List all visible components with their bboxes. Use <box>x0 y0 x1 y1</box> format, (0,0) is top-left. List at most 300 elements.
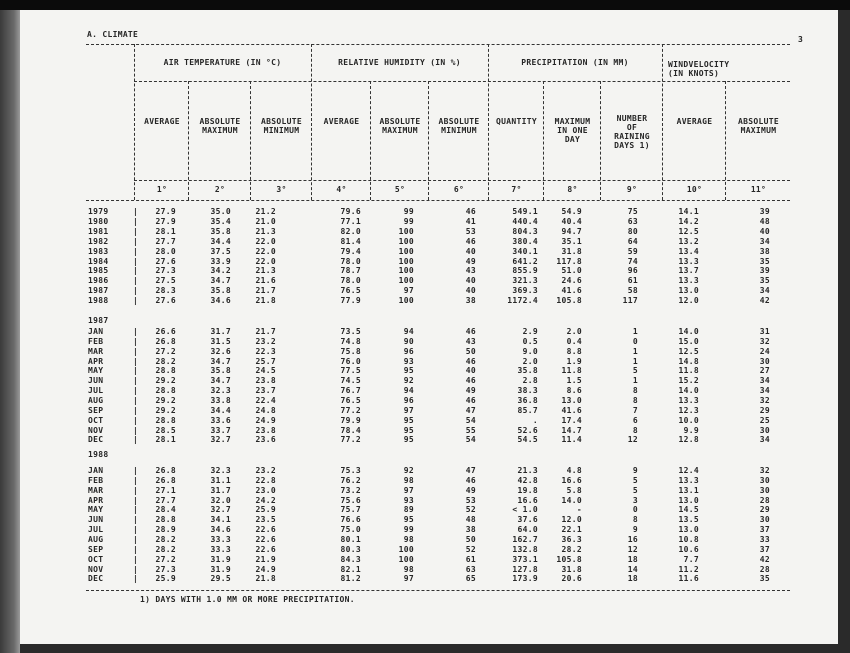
table-cell: 21.3 <box>255 226 276 236</box>
table-cell: 1172.4 <box>507 296 538 306</box>
table-cell: 26.8 <box>155 466 176 475</box>
table-cell: 27.5 <box>155 276 176 286</box>
table-cell: 28.4 <box>155 505 176 515</box>
table-cell: 51.0 <box>561 266 582 276</box>
table-cell: 77.2 <box>340 405 361 415</box>
column-header-label: MAXIMUM IN ONE DAY <box>554 117 591 144</box>
table-cell: 21.2 <box>255 207 276 216</box>
row-divider: | <box>133 216 139 226</box>
table-cell: 100 <box>398 236 414 246</box>
table-cell: 13.3 <box>678 276 699 286</box>
table-cell: 1 <box>632 327 638 336</box>
table-cell: 75.8 <box>340 346 361 356</box>
table-cell: 40 <box>465 286 476 296</box>
row-divider: | <box>133 327 139 336</box>
table-cell: 25.7 <box>255 356 276 366</box>
table-cell: 42 <box>759 554 770 564</box>
table-cell: 117.8 <box>556 256 582 266</box>
scan-left-border <box>0 10 20 653</box>
table-cell: 0.4 <box>566 336 582 346</box>
table-cell: 33.3 <box>210 534 231 544</box>
row-label: JUN <box>88 376 104 386</box>
table-cell: 32.0 <box>210 495 231 505</box>
table-cell: 23.5 <box>255 515 276 525</box>
table-cell: 34.7 <box>210 376 231 386</box>
table-cell: 26.8 <box>155 475 176 485</box>
table-cell: 16.6 <box>517 495 538 505</box>
table-cell: 82.1 <box>340 564 361 574</box>
table-cell: 41 <box>465 216 476 226</box>
table-cell: 34 <box>759 435 770 445</box>
table-cell: 9 <box>632 525 638 535</box>
row-divider: | <box>133 475 139 485</box>
table-cell: 12.3 <box>678 405 699 415</box>
table-cell: 46 <box>465 475 476 485</box>
row-divider: | <box>133 266 139 276</box>
table-cell: 93 <box>403 495 414 505</box>
table-cell: 37 <box>759 544 770 554</box>
table-cell: 95 <box>403 515 414 525</box>
table-cell: 24 <box>759 346 770 356</box>
table-cell: 27.2 <box>155 346 176 356</box>
table-cell: 31.5 <box>210 336 231 346</box>
row-label: 1988 <box>88 296 109 306</box>
table-cell: 99 <box>403 216 414 226</box>
column-divider <box>428 81 429 200</box>
table-cell: 13.2 <box>678 236 699 246</box>
table-cell: 0 <box>632 336 638 346</box>
table-cell: 65 <box>465 574 476 584</box>
table-cell: 96 <box>403 346 414 356</box>
table-cell: 18 <box>627 574 638 584</box>
table-cell: 95 <box>403 425 414 435</box>
table-cell: 23.8 <box>255 425 276 435</box>
year-label-1987: 1987 <box>88 316 109 325</box>
table-cell: 29.2 <box>155 395 176 405</box>
table-cell: 25 <box>759 415 770 425</box>
table-cell: 35.4 <box>210 216 231 226</box>
table-cell: 22.0 <box>255 256 276 266</box>
table-cell: 117 <box>622 296 638 306</box>
column-divider <box>725 81 726 200</box>
table-cell: 34.2 <box>210 266 231 276</box>
table-cell: 73.2 <box>340 485 361 495</box>
table-cell: 28.2 <box>155 534 176 544</box>
table-cell: 33 <box>759 534 770 544</box>
table-cell: 32.3 <box>210 386 231 396</box>
table-cell: 127.8 <box>512 564 538 574</box>
row-label: 1987 <box>88 286 109 296</box>
table-cell: 28.9 <box>155 525 176 535</box>
table-cell: 22.6 <box>255 544 276 554</box>
table-cell: 11.2 <box>678 564 699 574</box>
row-label: MAY <box>88 505 104 515</box>
table-cell: 75.0 <box>340 525 361 535</box>
table-cell: 31.9 <box>210 554 231 564</box>
column-divider <box>250 81 251 200</box>
table-cell: 49 <box>465 485 476 495</box>
row-label: AUG <box>88 395 104 405</box>
table-cell: 84.3 <box>340 554 361 564</box>
table-cell: 21.6 <box>255 276 276 286</box>
table-cell: 100 <box>398 554 414 564</box>
row-label: 1980 <box>88 216 109 226</box>
table-cell: 1 <box>632 346 638 356</box>
table-cell: 54.9 <box>561 207 582 216</box>
table-cell: 14.5 <box>678 505 699 515</box>
table-cell: 34.4 <box>210 405 231 415</box>
table-cell: 31.7 <box>210 485 231 495</box>
table-cell: 52 <box>465 505 476 515</box>
table-cell: 5 <box>632 366 638 376</box>
dashed-rule <box>86 200 790 201</box>
column-number: 4° <box>336 185 347 194</box>
table-cell: 9 <box>632 466 638 475</box>
table-cell: 76.6 <box>340 515 361 525</box>
section-title: A. CLIMATE <box>87 30 139 39</box>
table-cell: 76.0 <box>340 356 361 366</box>
row-divider: | <box>133 554 139 564</box>
row-label: 1982 <box>88 236 109 246</box>
table-cell: 31 <box>759 327 770 336</box>
table-cell: 48 <box>465 515 476 525</box>
table-cell: 855.9 <box>512 266 538 276</box>
table-cell: 89 <box>403 505 414 515</box>
table-cell: 24.6 <box>561 276 582 286</box>
table-cell: 440.4 <box>512 216 538 226</box>
row-divider: | <box>133 296 139 306</box>
table-cell: 43 <box>465 336 476 346</box>
table-cell: 26.8 <box>155 336 176 346</box>
table-cell: 97 <box>403 574 414 584</box>
table-cell: 80.1 <box>340 534 361 544</box>
table-cell: 22.6 <box>255 525 276 535</box>
table-cell: 99 <box>403 525 414 535</box>
table-cell: 47 <box>465 466 476 475</box>
table-cell: 12.5 <box>678 346 699 356</box>
table-cell: 28.8 <box>155 386 176 396</box>
table-cell: 33.8 <box>210 395 231 405</box>
table-cell: 100 <box>398 276 414 286</box>
table-cell: 94 <box>403 327 414 336</box>
row-divider: | <box>133 515 139 525</box>
scan-top-border <box>0 0 850 10</box>
table-cell: 27.7 <box>155 236 176 246</box>
table-cell: 35.0 <box>210 207 231 216</box>
row-divider: | <box>133 564 139 574</box>
row-label: 1983 <box>88 246 109 256</box>
column-number: 5° <box>394 185 406 194</box>
group-air-temperature: AIR TEMPERATURE (IN °C) <box>163 58 282 67</box>
table-cell: 28.3 <box>155 286 176 296</box>
table-cell: 8.8 <box>566 346 582 356</box>
row-label: JAN <box>88 327 104 336</box>
row-divider: | <box>133 356 139 366</box>
table-cell: 46 <box>465 376 476 386</box>
table-cell: 77.5 <box>340 366 361 376</box>
table-cell: 32 <box>759 395 770 405</box>
table-cell: 10.0 <box>678 415 699 425</box>
table-cell: 13.0 <box>678 495 699 505</box>
table-cell: 29.2 <box>155 376 176 386</box>
table-cell: 33.7 <box>210 425 231 435</box>
row-label: FEB <box>88 475 104 485</box>
row-label: MAY <box>88 366 104 376</box>
table-cell: 1 <box>632 356 638 366</box>
table-cell: 12 <box>627 435 638 445</box>
row-divider: | <box>133 207 139 216</box>
table-cell: 32.6 <box>210 346 231 356</box>
table-cell: 38 <box>465 296 476 306</box>
table-cell: 21.9 <box>255 554 276 564</box>
column-header-label: QUANTITY <box>496 117 537 126</box>
table-cell: 13.0 <box>678 525 699 535</box>
table-cell: 8 <box>632 515 638 525</box>
row-divider: | <box>133 286 139 296</box>
table-cell: 13.0 <box>678 286 699 296</box>
table-cell: 2.9 <box>522 327 538 336</box>
table-cell: 49 <box>465 386 476 396</box>
table-cell: 92 <box>403 376 414 386</box>
dashed-rule <box>86 44 790 45</box>
table-cell: 28.1 <box>155 226 176 236</box>
column-number: 1° <box>156 185 168 194</box>
row-label: OCT <box>88 415 104 425</box>
table-cell: 75.3 <box>340 466 361 475</box>
table-cell: 27.3 <box>155 266 176 276</box>
table-cell: 78.0 <box>340 276 361 286</box>
column-divider <box>488 44 489 200</box>
row-divider: | <box>133 366 139 376</box>
table-cell: 27.2 <box>155 554 176 564</box>
table-cell: 21.8 <box>255 574 276 584</box>
column-divider <box>600 81 601 200</box>
table-cell: 37.6 <box>517 515 538 525</box>
table-cell: 14.8 <box>678 356 699 366</box>
column-header-label: ABSOLUTE MINIMUM <box>261 117 302 135</box>
row-divider: | <box>133 485 139 495</box>
table-cell: 64 <box>627 236 638 246</box>
table-cell: 75 <box>627 207 638 216</box>
table-cell: 1.9 <box>566 356 582 366</box>
table-cell: 34 <box>759 376 770 386</box>
column-divider <box>662 44 663 200</box>
table-cell: 41.6 <box>561 405 582 415</box>
table-cell: 54.5 <box>517 435 538 445</box>
table-cell: 162.7 <box>512 534 538 544</box>
row-label: NOV <box>88 425 104 435</box>
table-cell: 47 <box>465 405 476 415</box>
table-cell: 24.9 <box>255 564 276 574</box>
column-header-label: NUMBER OF RAINING DAYS 1) <box>614 114 650 150</box>
table-cell: 25.9 <box>155 574 176 584</box>
table-cell: 13.0 <box>561 395 582 405</box>
table-cell: 2.0 <box>522 356 538 366</box>
table-cell: 16.6 <box>561 475 582 485</box>
year-label-1988: 1988 <box>88 450 109 459</box>
table-cell: 42 <box>759 296 770 306</box>
column-divider <box>188 81 189 200</box>
table-cell: 13.3 <box>678 395 699 405</box>
table-cell: 28.2 <box>155 356 176 366</box>
table-cell: 38 <box>759 246 770 256</box>
row-label: OCT <box>88 554 104 564</box>
table-cell: 11.6 <box>678 574 699 584</box>
table-cell: 23.6 <box>255 435 276 445</box>
table-cell: 340.1 <box>512 246 538 256</box>
row-label: DEC <box>88 435 104 445</box>
table-cell: 94 <box>403 386 414 396</box>
table-cell: < 1.0 <box>512 505 538 515</box>
table-cell: 20.6 <box>561 574 582 584</box>
table-cell: 27.3 <box>155 564 176 574</box>
table-cell: 76.7 <box>340 386 361 396</box>
column-number: 7° <box>511 185 522 194</box>
table-cell: 34.7 <box>210 276 231 286</box>
column-number: 9° <box>626 185 638 194</box>
row-divider: | <box>133 415 139 425</box>
table-cell: 77.2 <box>340 435 361 445</box>
table-cell: 79.9 <box>340 415 361 425</box>
row-label: MAR <box>88 346 104 356</box>
table-cell: 7.7 <box>683 554 699 564</box>
table-cell: 35 <box>759 276 770 286</box>
table-cell: 11.4 <box>561 435 582 445</box>
column-number: 3° <box>276 185 287 194</box>
table-cell: 85.7 <box>517 405 538 415</box>
table-cell: 74.8 <box>340 336 361 346</box>
table-cell: 78.0 <box>340 256 361 266</box>
table-cell: 173.9 <box>512 574 538 584</box>
table-cell: 29 <box>759 405 770 415</box>
table-cell: 369.3 <box>512 286 538 296</box>
table-cell: 36.3 <box>561 534 582 544</box>
row-label: NOV <box>88 564 104 574</box>
table-cell: 64.0 <box>517 525 538 535</box>
table-cell: 41.6 <box>561 286 582 296</box>
table-cell: 8 <box>632 386 638 396</box>
column-header-label: ABSOLUTE MAXIMUM <box>738 117 779 135</box>
table-cell: 38.3 <box>517 386 538 396</box>
table-cell: 31.7 <box>210 327 231 336</box>
row-divider: | <box>133 574 139 584</box>
table-cell: 43 <box>465 266 476 276</box>
table-cell: 35.8 <box>210 286 231 296</box>
table-cell: 100 <box>398 266 414 276</box>
table-cell: 21.7 <box>255 286 276 296</box>
table-cell: 37.5 <box>210 246 231 256</box>
table-cell: 23.0 <box>255 485 276 495</box>
table-cell: 35.8 <box>210 226 231 236</box>
table-cell: 27.6 <box>155 256 176 266</box>
table-cell: 14 <box>627 564 638 574</box>
table-cell: 33.9 <box>210 256 231 266</box>
table-cell: 100 <box>398 544 414 554</box>
column-header-label: AVERAGE <box>323 117 360 126</box>
table-cell: 19.8 <box>517 485 538 495</box>
row-divider: | <box>133 425 139 435</box>
table-cell: 46 <box>465 236 476 246</box>
table-cell: 22.0 <box>255 236 276 246</box>
table-cell: 96 <box>403 395 414 405</box>
column-divider <box>134 44 135 200</box>
table-cell: 90 <box>403 336 414 346</box>
column-header-label: ABSOLUTE MAXIMUM <box>199 117 241 135</box>
row-label: 1981 <box>88 226 109 236</box>
table-cell: 40 <box>759 226 770 236</box>
table-cell: 38 <box>465 525 476 535</box>
table-cell: 24.8 <box>255 405 276 415</box>
table-cell: 11.8 <box>678 366 699 376</box>
table-cell: 75.7 <box>340 505 361 515</box>
table-cell: 13.5 <box>678 515 699 525</box>
table-cell: 2.0 <box>566 327 582 336</box>
table-cell: 27.9 <box>155 207 176 216</box>
table-cell: 27.1 <box>155 485 176 495</box>
table-cell: 98 <box>403 475 414 485</box>
table-cell: 27.7 <box>155 495 176 505</box>
row-divider: | <box>133 544 139 554</box>
column-header-label: ABSOLUTE MAXIMUM <box>379 117 421 135</box>
dashed-rule <box>134 81 790 82</box>
table-cell: 80 <box>627 226 638 236</box>
table-cell: 11.8 <box>561 366 582 376</box>
table-cell: 12 <box>627 544 638 554</box>
row-divider: | <box>133 226 139 236</box>
table-cell: 21.8 <box>255 296 276 306</box>
table-cell: 28.0 <box>155 246 176 256</box>
table-cell: 14.1 <box>678 207 699 216</box>
table-cell: 63 <box>465 564 476 574</box>
table-cell: 35.1 <box>561 236 582 246</box>
table-cell: 9.0 <box>522 346 538 356</box>
table-cell: 28.8 <box>155 515 176 525</box>
table-cell: 28 <box>759 564 770 574</box>
table-cell: 94.7 <box>561 226 582 236</box>
row-label: JUL <box>88 525 104 535</box>
table-cell: - <box>576 505 582 515</box>
table-cell: 34.6 <box>210 525 231 535</box>
row-label: SEP <box>88 405 104 415</box>
table-cell: 27 <box>759 366 770 376</box>
table-cell: 25.9 <box>255 505 276 515</box>
table-cell: 105.8 <box>556 296 582 306</box>
table-cell: 32 <box>759 336 770 346</box>
row-label: MAR <box>88 485 104 495</box>
table-cell: 13.3 <box>678 256 699 266</box>
table-cell: 52.6 <box>517 425 538 435</box>
table-cell: 30 <box>759 356 770 366</box>
table-cell: 1 <box>632 376 638 386</box>
document-page <box>20 10 838 644</box>
table-cell: 98 <box>403 564 414 574</box>
table-cell: 14.0 <box>678 386 699 396</box>
table-cell: 81.2 <box>340 574 361 584</box>
table-cell: 75.6 <box>340 495 361 505</box>
row-divider: | <box>133 386 139 396</box>
row-label: AUG <box>88 534 104 544</box>
table-cell: 32.7 <box>210 435 231 445</box>
table-cell: 76.2 <box>340 475 361 485</box>
table-cell: 100 <box>398 246 414 256</box>
table-cell: 33.6 <box>210 415 231 425</box>
table-cell: 132.8 <box>512 544 538 554</box>
table-cell: 35.8 <box>517 366 538 376</box>
row-label: DEC <box>88 574 104 584</box>
table-cell: 321.3 <box>512 276 538 286</box>
table-cell: 92 <box>403 466 414 475</box>
row-divider: | <box>133 525 139 535</box>
